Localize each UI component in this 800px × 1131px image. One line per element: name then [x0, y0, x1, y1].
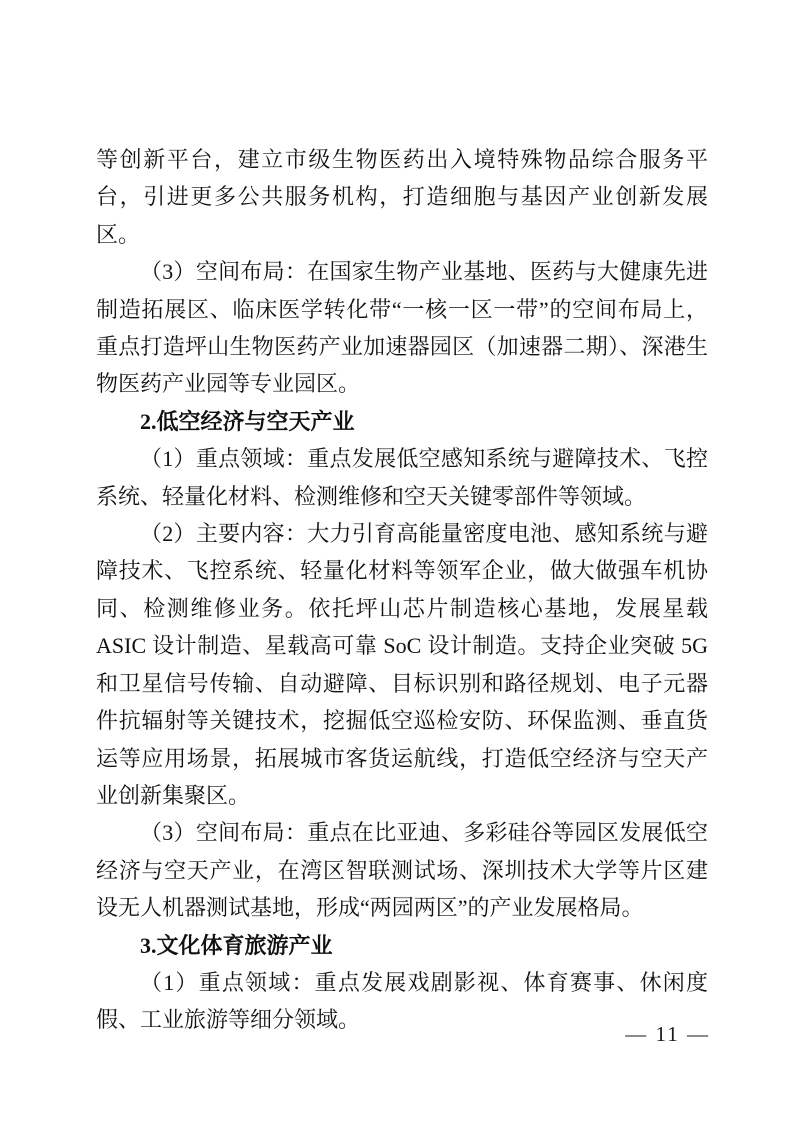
body-paragraph: （1）重点领域：重点发展戏剧影视、体育赛事、休闲度假、工业旅游等细分领域。 [96, 969, 708, 1033]
body-paragraph: （1）重点领域：重点发展低空感知系统与避障技术、飞控系统、轻量化材料、检测维修和空天关键零部件等领域。 [96, 446, 708, 509]
document-content [96, 141, 708, 1039]
body-paragraph: （3）空间布局：在国家生物产业基地、医药与大健康先进制造拓展区、临床医学转化带“一核一区一带”的空间布局上，重点打造坪山生物医药产业加速器园区（加速器二期）、深港生物医药产业园等专业园区。 [96, 259, 709, 397]
body-paragraph: （3）空间布局：重点在比亚迪、多彩硅谷等园区发展低空经济与空天产业，在湾区智联测试场、深圳技术大学等片区建设无人机器测试基地，形成“两园两区”的产业发展格局。 [96, 820, 708, 921]
body-paragraph: （2）主要内容：大力引育高能量密度电池、感知系统与避障技术、飞控系统、轻量化材料等领军企业，做大做强车机协同、检测维修业务。依托坪山芯片制造核心基地，发展星载 ASIC 设计制造、星载高可靠 SoC 设计制造。支持企业突破 5G 和卫星信号传输、自动避障、目标识别和路径规划、电子元器件抗辐射等关键技术，挖掘低空巡检安防、环保监测、垂直货运等应用场景，拓展城市客货运航线，打造低空经济与空天产业创新集聚区。 [96, 521, 708, 808]
section-heading: 3.文化体育旅游产业 [140, 932, 333, 958]
section-heading: 2.低空经济与空天产业 [140, 408, 355, 434]
page-number: — 11 — [625, 1022, 710, 1046]
body-paragraph: 等创新平台，建立市级生物医药出入境特殊物品综合服务平台，引进更多公共服务机构，打造细胞与基因产业创新发展区。 [96, 147, 708, 247]
